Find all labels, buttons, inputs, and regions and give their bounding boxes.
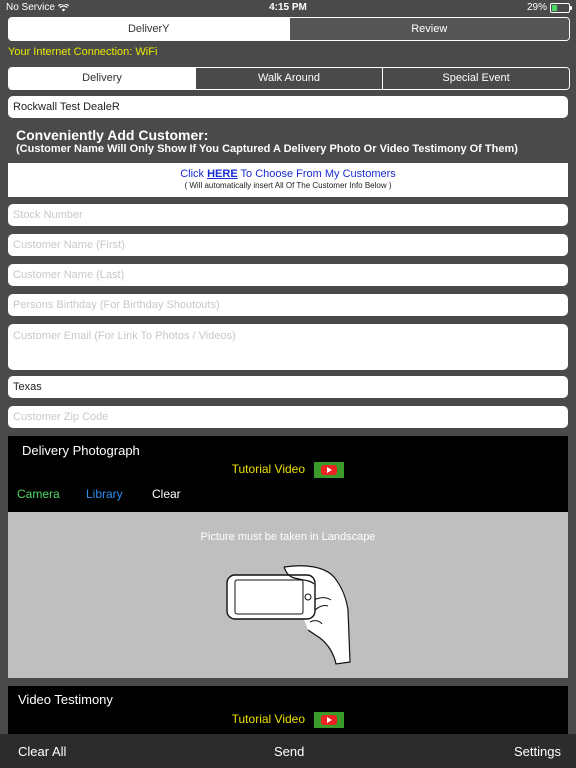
carrier-label: No Service	[6, 2, 55, 13]
photo-actions	[17, 487, 181, 501]
status-bar	[0, 0, 576, 16]
camera-button[interactable]: Camera	[17, 487, 60, 501]
delivery-photo-panel	[8, 436, 568, 512]
choose-customer-button[interactable]	[8, 163, 568, 197]
clear-button[interactable]: Clear	[152, 487, 181, 501]
dealer-field[interactable]: Rockwall Test DealeR	[8, 96, 568, 118]
youtube-icon[interactable]	[314, 462, 344, 478]
stock-number-input[interactable]: Stock Number	[8, 204, 568, 226]
delivery-photo-title: Delivery Photograph	[22, 443, 140, 458]
photo-preview-area[interactable]	[8, 512, 568, 678]
tab-walk-around[interactable]: Walk Around	[195, 68, 382, 89]
choose-here-link[interactable]: HERE	[207, 168, 238, 180]
battery-percent: 29%	[526, 2, 547, 13]
clear-all-button[interactable]: Clear All	[18, 744, 67, 759]
add-customer-title: Conveniently Add Customer:	[16, 127, 209, 143]
video-tutorial-row	[8, 712, 568, 728]
settings-button[interactable]: Settings	[514, 744, 561, 759]
phone-landscape-icon	[224, 562, 364, 672]
battery-icon	[550, 3, 570, 13]
last-name-input[interactable]: Customer Name (Last)	[8, 264, 568, 286]
tab-delivery[interactable]: Delivery	[9, 68, 195, 89]
choose-prefix: Click	[180, 168, 208, 180]
add-customer-subtitle: (Customer Name Will Only Show If You Captured A Delivery Photo Or Video Testimony Of Them)	[16, 143, 518, 155]
tab-review[interactable]: Review	[289, 18, 570, 40]
video-testimony-panel	[8, 686, 568, 734]
mode-segmented-control	[8, 67, 570, 90]
bottom-toolbar	[0, 734, 576, 768]
choose-note: ( Will automatically insert All Of The Customer Info Below )	[184, 181, 392, 190]
send-button[interactable]: Send	[274, 744, 305, 759]
video-tutorial-link[interactable]: Tutorial Video	[231, 712, 306, 727]
first-name-input[interactable]: Customer Name (First)	[8, 234, 568, 256]
birthday-input[interactable]: Persons Birthday (For Birthday Shoutouts)	[8, 294, 568, 316]
connection-status: Your Internet Connection: WiFi	[8, 46, 158, 58]
choose-suffix: To Choose From My Customers	[237, 168, 396, 180]
top-segmented-control	[8, 17, 570, 41]
landscape-hint: Picture must be taken in Landscape	[200, 531, 376, 543]
zip-code-input[interactable]: Customer Zip Code	[8, 406, 568, 428]
email-input[interactable]: Customer Email (For Link To Photos / Videos)	[8, 324, 568, 370]
youtube-icon[interactable]	[314, 712, 344, 728]
photo-tutorial-row	[8, 462, 568, 478]
video-testimony-title: Video Testimony	[18, 692, 113, 707]
tab-special-event[interactable]: Special Event	[382, 68, 569, 89]
tab-delivery-top[interactable]: DeliverY	[9, 18, 289, 40]
library-button[interactable]: Library	[86, 487, 123, 501]
status-time: 4:15 PM	[269, 2, 307, 13]
photo-tutorial-link[interactable]: Tutorial Video	[231, 462, 306, 477]
choose-customer-line	[8, 168, 568, 180]
state-input[interactable]: Texas	[8, 376, 568, 398]
status-right	[527, 2, 570, 13]
